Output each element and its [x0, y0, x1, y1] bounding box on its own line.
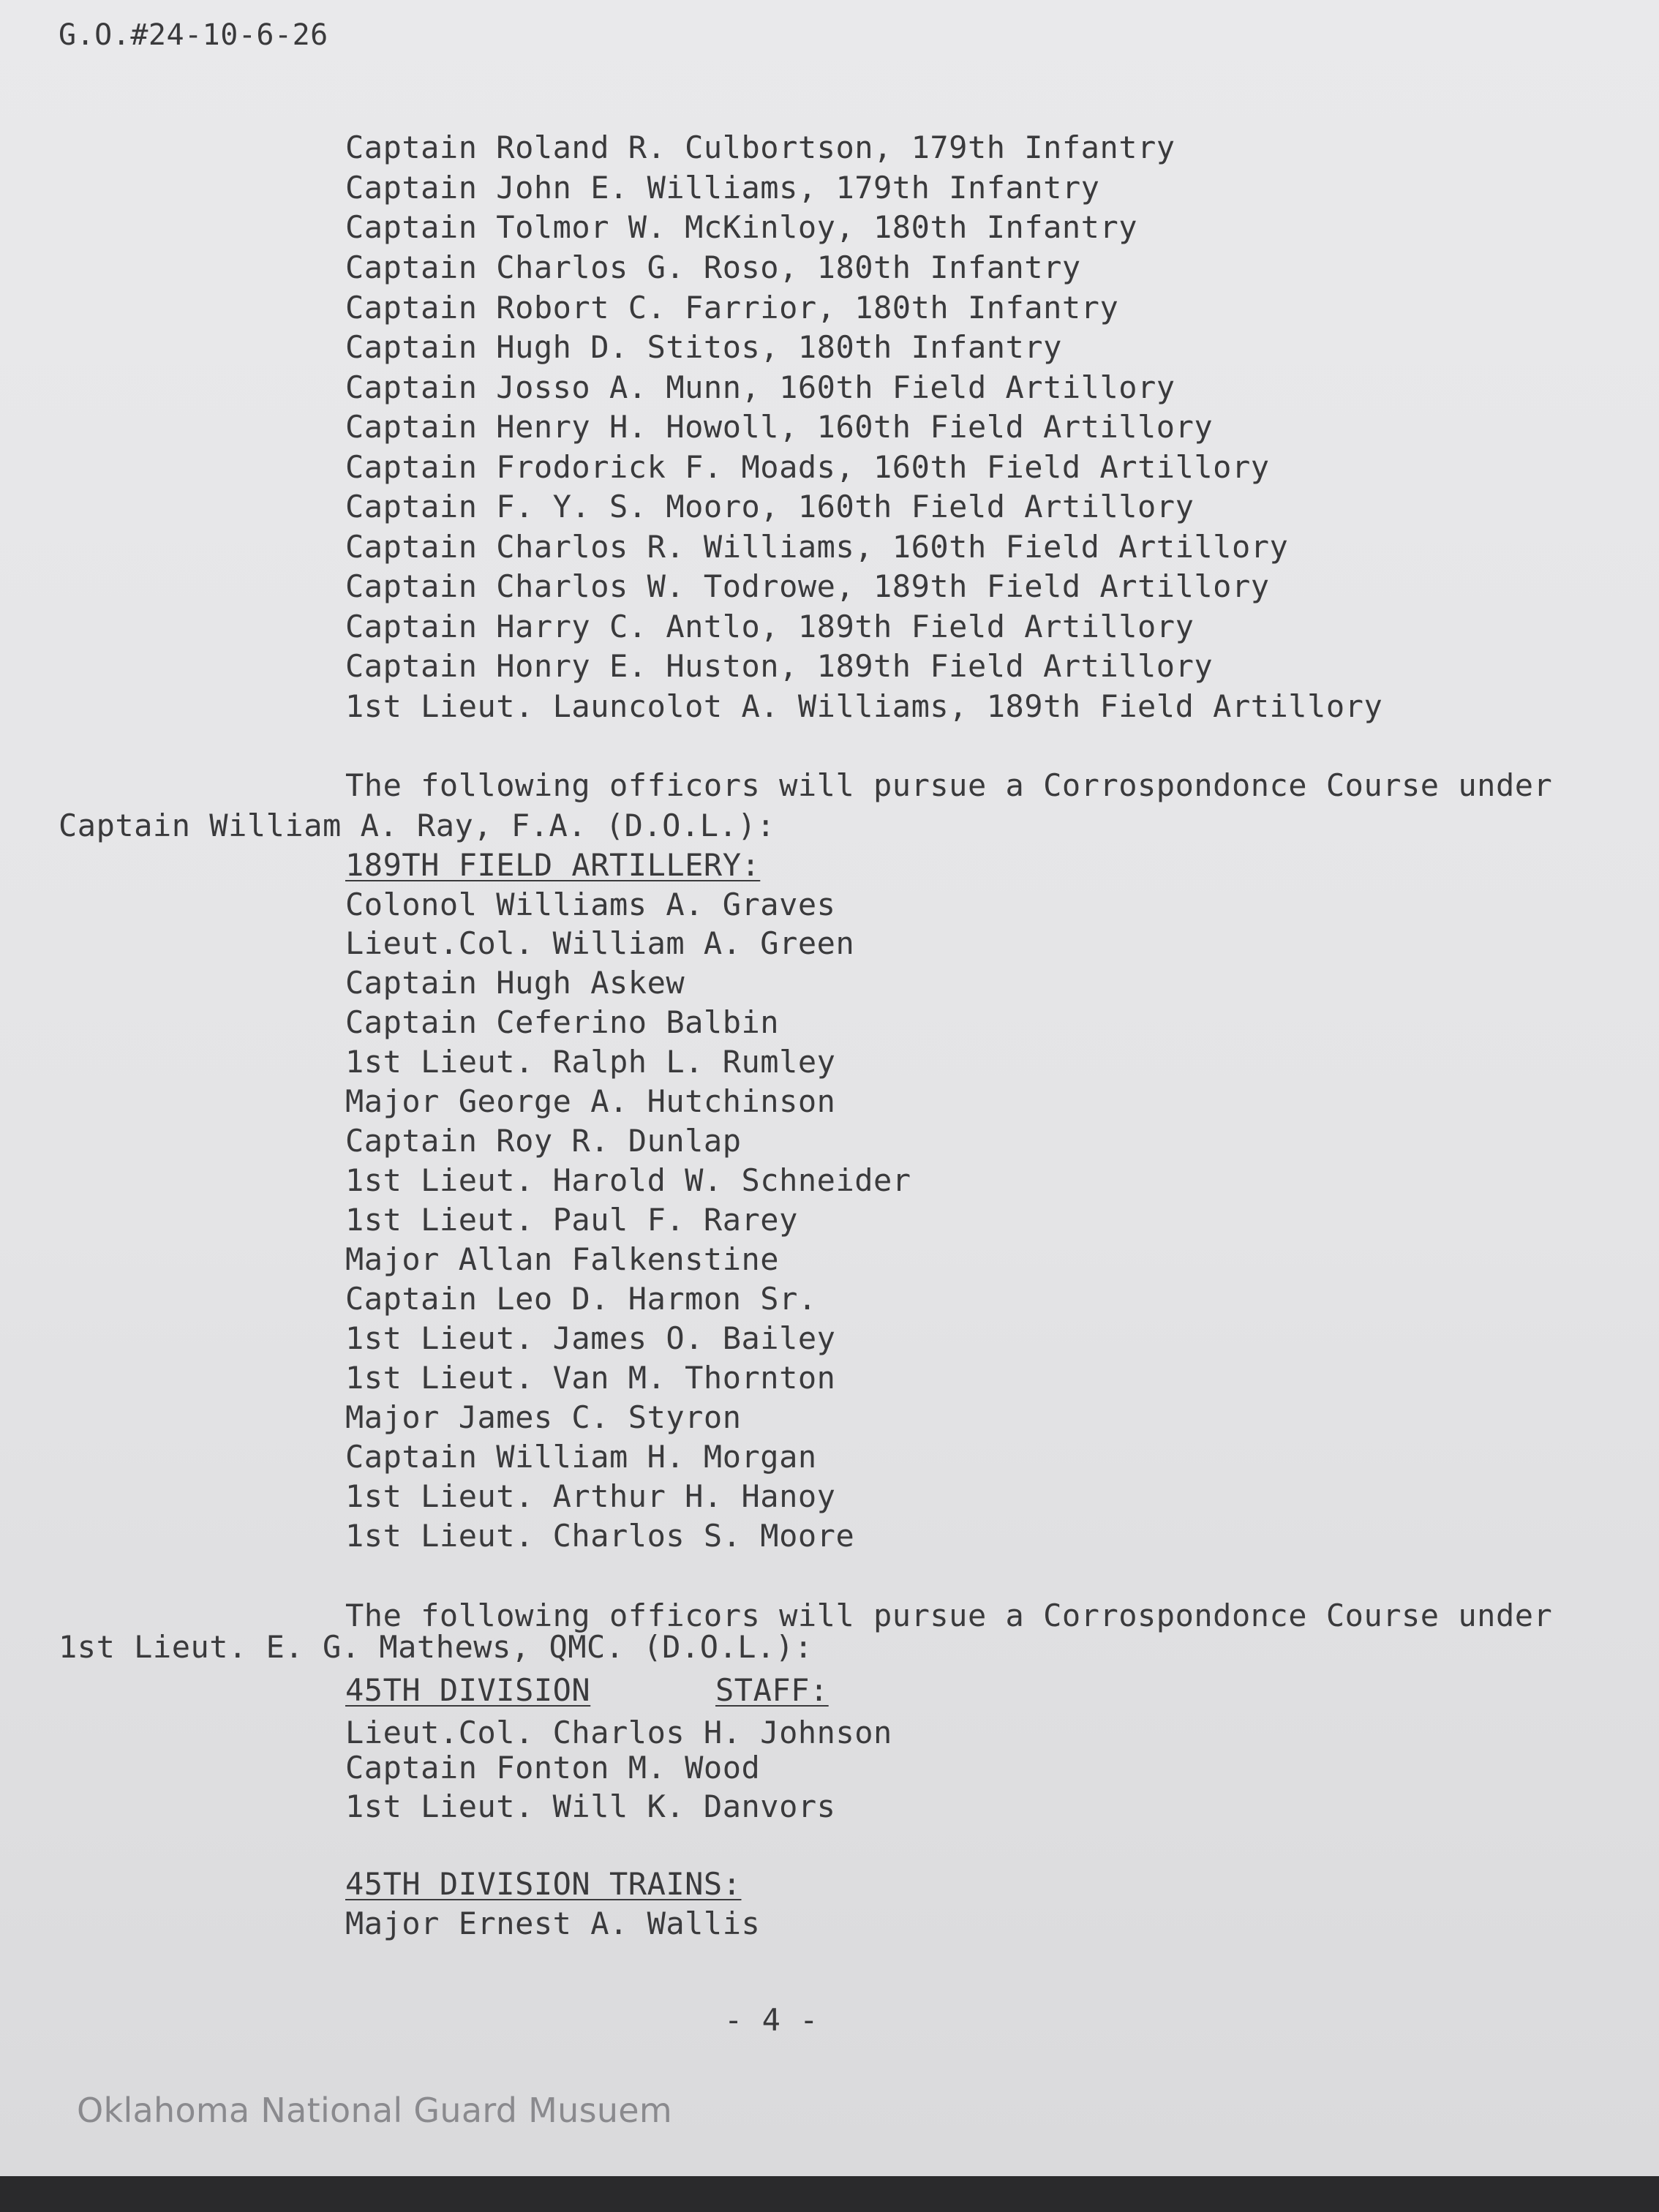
section-heading: 45TH DIVISION: [345, 1672, 591, 1708]
officer-line: Captain Charlos R. Williams, 160th Field Artillory: [345, 529, 1289, 565]
officer-line: Captain Leo D. Harmon Sr.: [345, 1281, 817, 1317]
officer-line: 1st Lieut. Van M. Thornton: [345, 1360, 836, 1396]
officer-line: Lieut.Col. William A. Green: [345, 925, 855, 961]
order-number: G.O.#24-10-6-26: [59, 18, 328, 52]
officer-line: 1st Lieut. Ralph L. Rumley: [345, 1044, 836, 1080]
officer-line: Captain Charlos G. Roso, 180th Infantry: [345, 249, 1081, 285]
paragraph-intro-continued: 1st Lieut. E. G. Mathews, QMC. (D.O.L.):: [59, 1629, 813, 1665]
officer-line: 1st Lieut. Charlos S. Moore: [345, 1518, 855, 1554]
officer-line: 1st Lieut. Will K. Danvors: [345, 1788, 836, 1824]
officer-line: Major James C. Styron: [345, 1399, 742, 1435]
officer-line: Captain Harry C. Antlo, 189th Field Artillory: [345, 609, 1195, 644]
officer-line: Major Ernest A. Wallis: [345, 1906, 761, 1941]
officer-line: Captain Frodorick F. Moads, 160th Field Artillory: [345, 449, 1270, 485]
section-heading: 45TH DIVISION TRAINS:: [345, 1866, 742, 1902]
officer-line: 1st Lieut. Paul F. Rarey: [345, 1202, 798, 1238]
watermark: Oklahoma National Guard Musuem: [77, 2091, 673, 2130]
officer-line: Captain Robort C. Farrior, 180th Infantry: [345, 290, 1119, 326]
page-number: - 4 -: [724, 2002, 819, 2038]
page-edge-shadow: [0, 2176, 1659, 2212]
officer-line: Captain Roy R. Dunlap: [345, 1123, 742, 1159]
officer-line: 1st Lieut. Harold W. Schneider: [345, 1162, 911, 1198]
officer-line: Captain Fonton M. Wood: [345, 1750, 761, 1786]
officer-line: 1st Lieut. Arthur H. Hanoy: [345, 1478, 836, 1514]
officer-line: Captain Tolmor W. McKinloy, 180th Infantry: [345, 209, 1138, 245]
officer-line: Colonol Williams A. Graves: [345, 887, 836, 922]
officer-line: 1st Lieut. Launcolot A. Williams, 189th Field Artillory: [345, 688, 1383, 724]
officer-line: 1st Lieut. James O. Bailey: [345, 1320, 836, 1356]
officer-line: Major George A. Hutchinson: [345, 1083, 836, 1119]
officer-line: Captain Ceferino Balbin: [345, 1004, 780, 1040]
section-heading: 189TH FIELD ARTILLERY:: [345, 847, 761, 883]
officer-line: Captain Henry H. Howoll, 160th Field Artillory: [345, 409, 1214, 445]
section-heading-staff: STAFF:: [715, 1672, 829, 1708]
paragraph-intro-continued: Captain William A. Ray, F.A. (D.O.L.):: [59, 808, 775, 843]
officer-line: Captain Hugh Askew: [345, 965, 685, 1001]
officer-line: Captain Roland R. Culbortson, 179th Infantry: [345, 129, 1175, 165]
officer-line: Captain William H. Morgan: [345, 1439, 817, 1475]
officer-line: Captain John E. Williams, 179th Infantry: [345, 170, 1100, 206]
officer-line: Captain Josso A. Munn, 160th Field Artillory: [345, 369, 1175, 405]
officer-line: Captain Hugh D. Stitos, 180th Infantry: [345, 329, 1062, 365]
officer-line: Captain Honry E. Huston, 189th Field Artillory: [345, 648, 1214, 684]
paragraph-intro: The following officors will pursue a Corrospondonce Course under: [345, 1598, 1553, 1633]
officer-line: Lieut.Col. Charlos H. Johnson: [345, 1715, 892, 1750]
officer-line: Captain F. Y. S. Mooro, 160th Field Artillory: [345, 489, 1195, 524]
paragraph-intro: The following officors will pursue a Corrospondonce Course under: [345, 767, 1553, 803]
officer-line: Captain Charlos W. Todrowe, 189th Field Artillory: [345, 568, 1270, 604]
officer-line: Major Allan Falkenstine: [345, 1241, 780, 1277]
